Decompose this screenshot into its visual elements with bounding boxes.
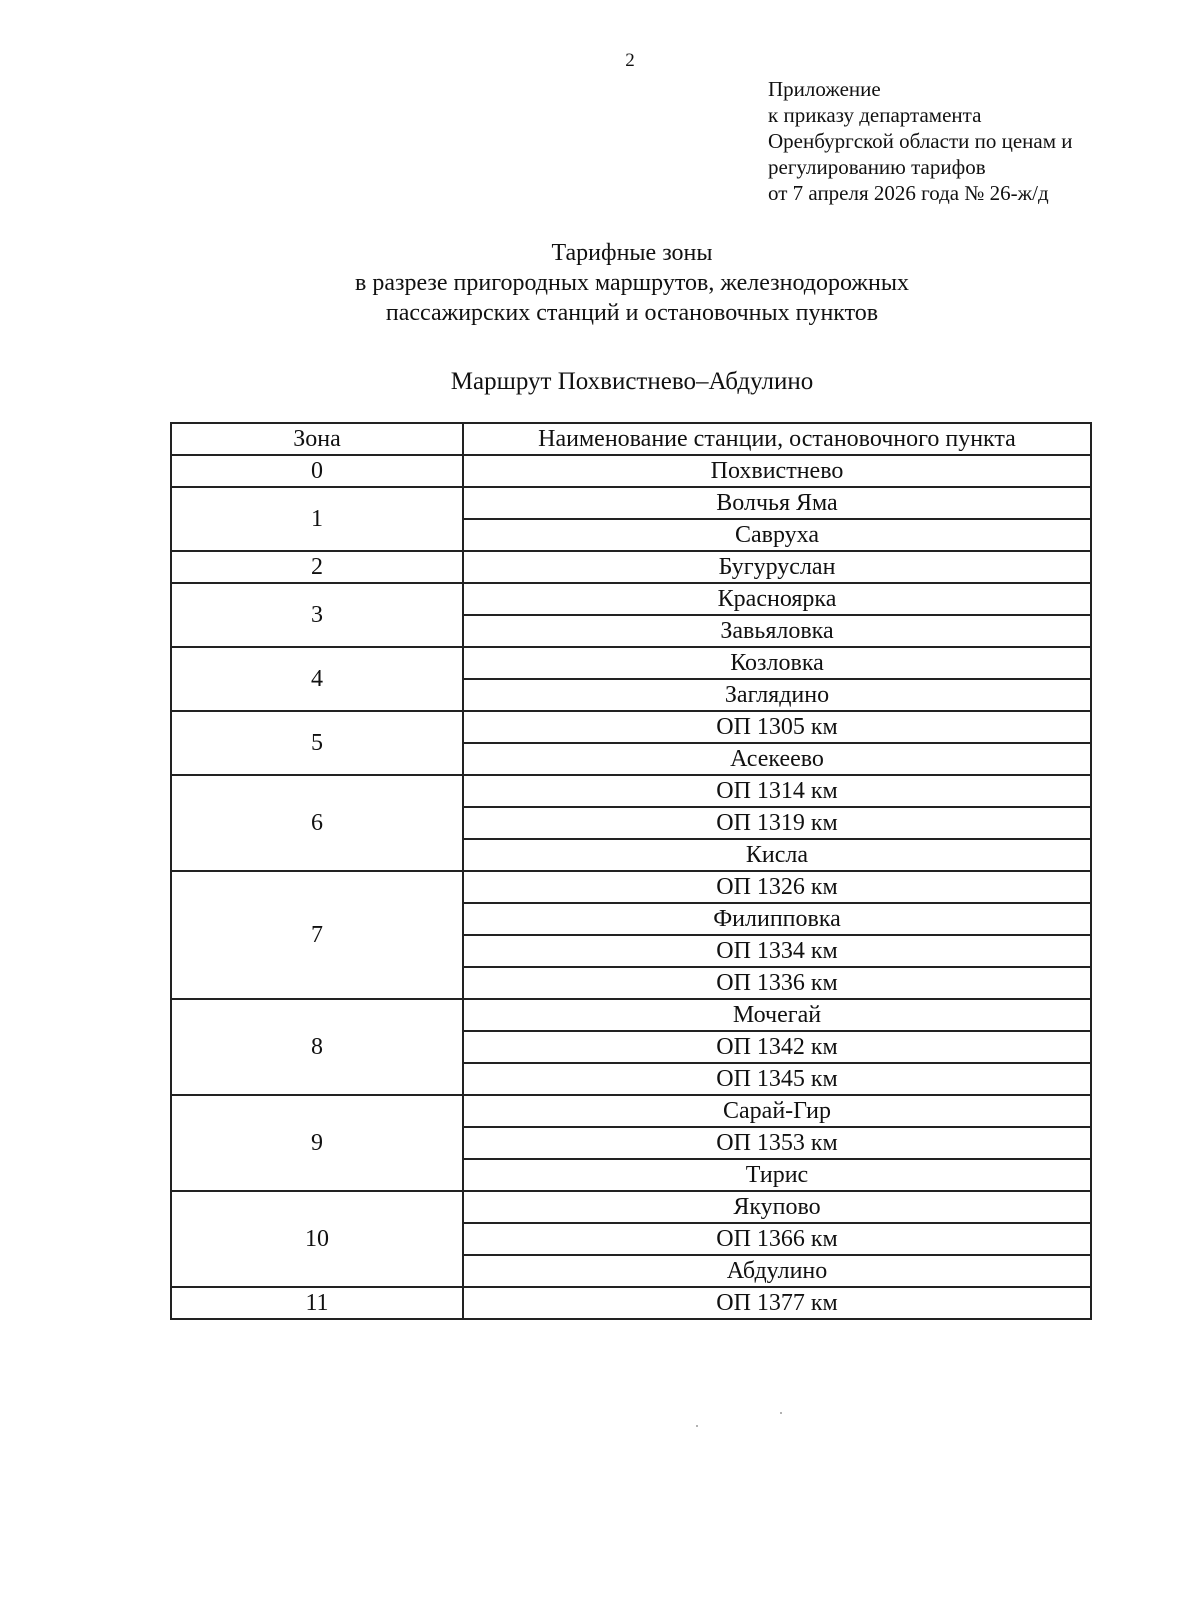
zone-number-cell: 1 bbox=[171, 487, 463, 551]
title-line: Тарифные зоны bbox=[551, 240, 713, 266]
table-row bbox=[171, 999, 1091, 1031]
station-name-cell: Красноярка bbox=[463, 583, 1091, 615]
appendix-line: регулированию тарифов bbox=[768, 155, 986, 179]
zone-number-cell: 8 bbox=[171, 999, 463, 1095]
station-name-cell: Тирис bbox=[463, 1159, 1091, 1191]
station-name-cell: Савруха bbox=[463, 519, 1091, 551]
station-name-cell: Мочегай bbox=[463, 999, 1091, 1031]
station-name-cell: Козловка bbox=[463, 647, 1091, 679]
table-row bbox=[171, 647, 1091, 679]
station-name-cell: ОП 1326 км bbox=[463, 871, 1091, 903]
zone-number-cell: 9 bbox=[171, 1095, 463, 1191]
zone-number-cell: 7 bbox=[171, 871, 463, 999]
table-row bbox=[171, 1191, 1091, 1223]
zone-number-cell: 6 bbox=[171, 775, 463, 871]
table-row bbox=[171, 1287, 1091, 1319]
table-row bbox=[171, 551, 1091, 583]
station-name-cell: ОП 1334 км bbox=[463, 935, 1091, 967]
station-name-cell: Якупово bbox=[463, 1191, 1091, 1223]
station-name-cell: Похвистнево bbox=[463, 455, 1091, 487]
station-name-cell: Абдулино bbox=[463, 1255, 1091, 1287]
station-name-cell: ОП 1353 км bbox=[463, 1127, 1091, 1159]
appendix-line: Оренбургской области по ценам и bbox=[768, 129, 1073, 153]
title-line: пассажирских станций и остановочных пунктов bbox=[385, 300, 879, 326]
appendix-line: к приказу департамента bbox=[768, 103, 982, 127]
station-column-header: Наименование станции, остановочного пункта bbox=[463, 423, 1091, 455]
station-name-cell: ОП 1319 км bbox=[463, 807, 1091, 839]
table-row bbox=[171, 455, 1091, 487]
table-row bbox=[171, 871, 1091, 903]
table-row bbox=[171, 775, 1091, 807]
table-body bbox=[171, 455, 1091, 1319]
appendix-block bbox=[768, 76, 1073, 206]
station-name-cell: Филипповка bbox=[463, 903, 1091, 935]
appendix-line: от 7 апреля 2026 года № 26-ж/д bbox=[768, 181, 1049, 205]
table-row bbox=[171, 583, 1091, 615]
zone-number-cell: 4 bbox=[171, 647, 463, 711]
station-name-cell: Кисла bbox=[463, 839, 1091, 871]
zone-column-header: Зона bbox=[171, 423, 463, 455]
table-row bbox=[171, 711, 1091, 743]
station-name-cell: Заглядино bbox=[463, 679, 1091, 711]
station-name-cell: Завьяловка bbox=[463, 615, 1091, 647]
station-name-cell: Асекеево bbox=[463, 743, 1091, 775]
station-name-cell: Бугуруслан bbox=[463, 551, 1091, 583]
scan-speck bbox=[696, 1425, 698, 1427]
route-title: Маршрут Похвистнево–Абдулино bbox=[450, 368, 814, 395]
station-name-cell: ОП 1377 км bbox=[463, 1287, 1091, 1319]
table-row bbox=[171, 1095, 1091, 1127]
title-line: в разрезе пригородных маршрутов, железнодорожных bbox=[355, 270, 909, 296]
station-name-cell: ОП 1305 км bbox=[463, 711, 1091, 743]
station-name-cell: Сарай-Гир bbox=[463, 1095, 1091, 1127]
appendix-line: Приложение bbox=[768, 77, 881, 101]
zone-number-cell: 11 bbox=[171, 1287, 463, 1319]
zone-number-cell: 0 bbox=[171, 455, 463, 487]
scan-speck bbox=[780, 1412, 782, 1414]
station-name-cell: ОП 1366 км bbox=[463, 1223, 1091, 1255]
page-number: 2 bbox=[625, 50, 635, 71]
table-header-row bbox=[171, 423, 1091, 455]
zone-number-cell: 2 bbox=[171, 551, 463, 583]
tariff-zones-table bbox=[170, 422, 1092, 1320]
zone-number-cell: 3 bbox=[171, 583, 463, 647]
station-name-cell: Волчья Яма bbox=[463, 487, 1091, 519]
zone-number-cell: 5 bbox=[171, 711, 463, 775]
station-name-cell: ОП 1314 км bbox=[463, 775, 1091, 807]
document-title bbox=[0, 238, 1200, 328]
station-name-cell: ОП 1336 км bbox=[463, 967, 1091, 999]
station-name-cell: ОП 1342 км bbox=[463, 1031, 1091, 1063]
zone-number-cell: 10 bbox=[171, 1191, 463, 1287]
station-name-cell: ОП 1345 км bbox=[463, 1063, 1091, 1095]
table-row bbox=[171, 487, 1091, 519]
